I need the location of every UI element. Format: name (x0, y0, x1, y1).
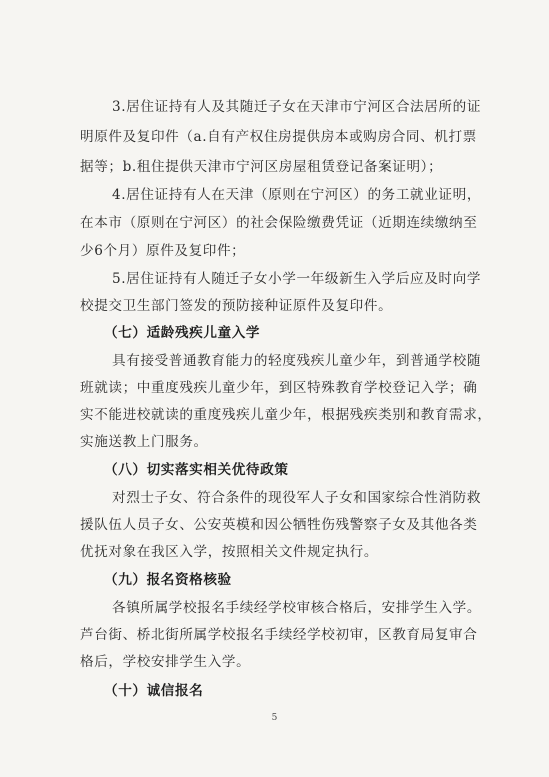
section-9-line-2: 芦台街、桥北街所属学校报名手续经学校初审，区教育局复审合 (80, 627, 478, 643)
section-9-heading: （九）报名资格核验 (104, 572, 232, 588)
item-4-line-2: 在本市（原则在宁河区）的社会保险缴费凭证（近期连续缴纳至 (80, 215, 478, 231)
section-8-line-1: 对烈士子女、符合条件的现役军人子女和国家综合性消防救 (112, 490, 482, 506)
section-8-heading: （八）切实落实相关优待政策 (104, 462, 289, 478)
section-7-line-4: 实施送教上门服务。 (80, 434, 208, 450)
item-3-line-3: 据等；b.租住提供天津市宁河区房屋租赁登记备案证明）； (80, 159, 443, 175)
item-5-line-1: 5.居住证持有人随迁子女小学一年级新生入学后应及时向学 (112, 271, 482, 287)
section-10-heading: （十）诚信报名 (104, 683, 204, 699)
item-4-line-3: 少6个月）原件及复印件； (80, 243, 246, 259)
section-7-line-2: 班就读；中重度残疾儿童少年，到区特殊教育学校登记入学；确 (80, 380, 478, 396)
item-5-line-2: 校提交卫生部门签发的预防接种证原件及复印件。 (80, 298, 393, 314)
section-8-line-3: 优抚对象在我区入学，按照相关文件规定执行。 (80, 544, 379, 560)
section-9-line-1: 各镇所属学校报名手续经学校审核合格后，安排学生入学。 (112, 600, 482, 616)
section-7-line-1: 具有接受普通教育能力的轻度残疾儿童少年，到普通学校随 (112, 353, 482, 369)
section-7-line-3: 实不能进校就读的重度残疾儿童少年，根据残疾类别和教育需求， (80, 407, 492, 423)
item-4-line-1: 4.居住证持有人在天津（原则在宁河区）的务工就业证明， (112, 187, 482, 203)
item-3-line-2: 明原件及复印件（a.自有产权住房提供房本或购房合同、机打票 (80, 129, 477, 145)
section-8-line-2: 援队伍人员子女、公安英模和因公牺牲伤残警察子女及其他各类 (80, 517, 478, 533)
page-number: 5 (271, 713, 278, 723)
section-7-heading: （七）适龄残疾儿童入学 (104, 325, 261, 341)
section-9-line-3: 格后，学校安排学生入学。 (80, 654, 251, 670)
item-3-line-1: 3.居住证持有人及其随迁子女在天津市宁河区合法居所的证 (112, 99, 482, 115)
